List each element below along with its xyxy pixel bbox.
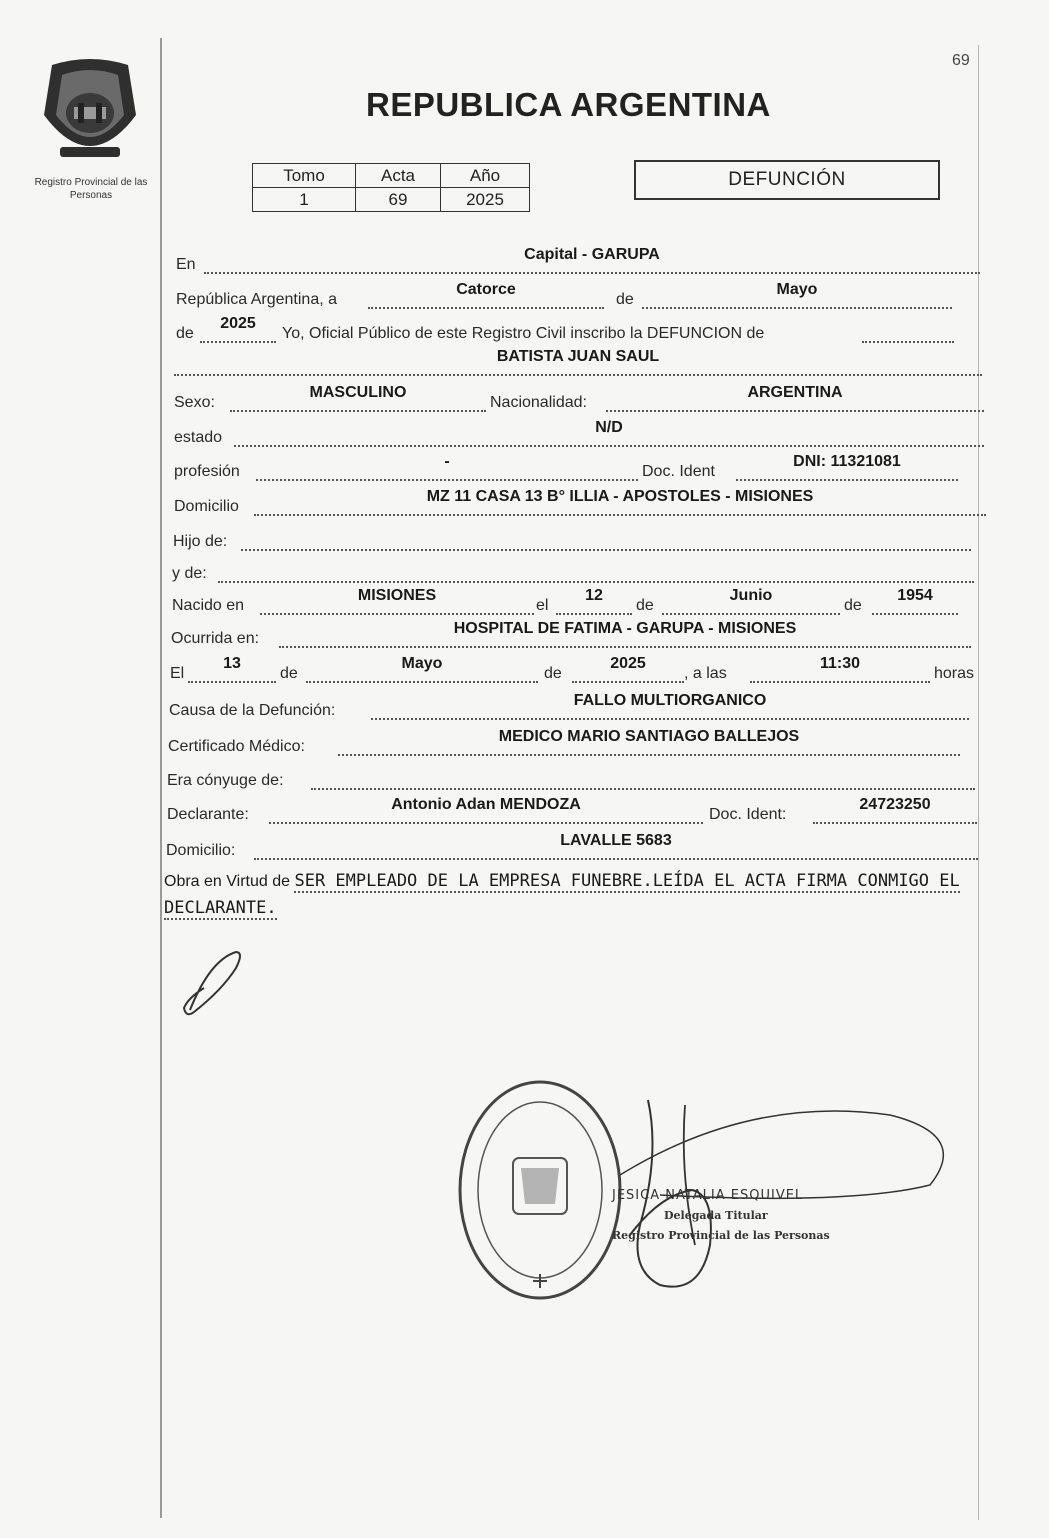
acta-header: Acta: [356, 164, 441, 188]
record-type-box: DEFUNCIÓN: [634, 160, 940, 200]
row-nacido: [172, 589, 960, 615]
nac-anio-value: 1954: [897, 587, 933, 604]
anio-value: 2025: [441, 188, 530, 212]
doc-label: Doc. Ident: [642, 463, 715, 480]
official-block: [612, 1186, 912, 1246]
y-field: [218, 559, 974, 583]
estado-label: estado: [174, 429, 223, 446]
conyuge-label: Era cónyuge de:: [167, 772, 284, 789]
domicilio2-value: LAVALLE 5683: [560, 832, 672, 849]
lugar-value: Capital - GARUPA: [524, 246, 660, 263]
domicilio2-label: Domicilio:: [166, 842, 236, 859]
def-anio-value: 2025: [610, 655, 646, 672]
nac-dia-value: 12: [585, 587, 603, 604]
mes-value: Mayo: [776, 281, 818, 298]
nacido-field: [260, 587, 534, 615]
declarante-label: Declarante:: [167, 806, 249, 823]
estado-value: N/D: [595, 419, 623, 436]
certificado-field: [338, 728, 960, 756]
obra-paragraph: [164, 868, 999, 922]
profesion-value: -: [444, 453, 450, 470]
official-name: JESICA NATALIA ESQUIVEL: [612, 1188, 804, 1203]
nacionalidad-field: [606, 384, 984, 412]
en-label: En: [176, 256, 196, 273]
domicilio-field: [254, 488, 986, 516]
row-estado: [174, 421, 984, 447]
el2-label: El: [170, 665, 185, 682]
de-label-1: de: [616, 291, 634, 308]
doc2-label: Doc. Ident:: [709, 806, 787, 823]
row-causa: [169, 694, 969, 720]
el-label: el: [536, 597, 549, 614]
profesion-field: [256, 453, 638, 481]
row-domicilio2: [166, 834, 978, 860]
row-y: [172, 557, 974, 583]
nac-mes-field: [662, 587, 840, 615]
y-label: y de:: [172, 565, 207, 582]
row-nombre: [174, 350, 982, 376]
document-title: REPUBLICA ARGENTINA: [366, 86, 771, 123]
left-margin-line: [160, 38, 162, 1518]
profesion-label: profesión: [174, 463, 240, 480]
provincial-seal-icon: [38, 55, 142, 170]
causa-value: FALLO MULTIORGANICO: [573, 692, 767, 709]
nacido-label: Nacido en: [172, 597, 245, 614]
causa-label: Causa de la Defunción:: [169, 702, 336, 719]
conyuge-field: [311, 766, 975, 790]
obra-label: Obra en Virtud de: [164, 873, 291, 890]
anio-value: 2025: [220, 315, 256, 332]
acta-value: 69: [356, 188, 441, 212]
ocurrida-value: HOSPITAL DE FATIMA - GARUPA - MISIONES: [453, 620, 797, 637]
mes-field: [642, 281, 952, 309]
row-certificado: [168, 730, 960, 756]
nombre-value: BATISTA JUAN SAUL: [496, 348, 660, 365]
nac-de-label-2: de: [844, 597, 862, 614]
def-anio-field: [572, 655, 684, 683]
row-declarante: [167, 798, 977, 824]
republica-label: República Argentina, a: [176, 291, 337, 308]
def-de-label-1: de: [280, 665, 298, 682]
nac-de-label-1: de: [636, 597, 654, 614]
sexo-label: Sexo:: [174, 394, 215, 411]
def-mes-field: [306, 655, 538, 683]
anio-header: Año: [441, 164, 530, 188]
def-de-label-2: de: [544, 665, 562, 682]
logo-caption: Registro Provincial de las Personas: [34, 177, 148, 201]
row-sexo: [174, 386, 984, 412]
doc2-field: [813, 796, 977, 824]
dia-field: [368, 281, 604, 309]
domicilio-label: Domicilio: [174, 498, 239, 515]
official-role: Delegada Titular: [664, 1209, 768, 1222]
alas-label: , a las: [684, 665, 727, 682]
hora-value: 11:30: [819, 655, 861, 672]
certificado-value: MEDICO MARIO SANTIAGO BALLEJOS: [498, 728, 800, 745]
official-org: Registro Provincial de las Personas: [612, 1229, 830, 1242]
row-defuncion-fecha: [170, 657, 982, 683]
obra-value: SER EMPLEADO DE LA EMPRESA FUNEBRE.LEÍDA EL ACTA FIRMA CONMIGO EL DECLARANTE.: [164, 871, 960, 918]
nac-mes-value: Junio: [729, 587, 773, 604]
row-hijo: [173, 525, 971, 551]
ocurrida-label: Ocurrida en:: [171, 630, 260, 647]
declarante-field: [269, 796, 703, 824]
certificado-label: Certificado Médico:: [168, 738, 305, 755]
blank-field-1: [862, 319, 954, 343]
row-fecha: [176, 283, 956, 309]
nac-dia-field: [556, 587, 632, 615]
domicilio2-field: [254, 832, 978, 860]
def-dia-field: [188, 655, 276, 683]
doc-value: DNI: 11321081: [793, 453, 901, 470]
domicilio-value: MZ 11 CASA 13 B° ILLIA - APOSTOLES - MISIONES: [426, 488, 814, 505]
doc-field: [736, 453, 958, 481]
hijo-field: [241, 527, 971, 551]
row-lugar: [176, 248, 980, 274]
doc2-value: 24723250: [859, 796, 931, 813]
tomo-value: 1: [253, 188, 356, 212]
def-mes-value: Mayo: [401, 655, 443, 672]
ocurrida-field: [279, 620, 971, 648]
row-domicilio: [174, 490, 986, 516]
row-conyuge: [167, 764, 975, 790]
lugar-field: [204, 246, 980, 274]
row-anio: [176, 317, 956, 343]
nacionalidad-label: Nacionalidad:: [490, 394, 587, 411]
nacido-value: MISIONES: [357, 587, 437, 604]
de-label-2: de: [176, 325, 194, 342]
hijo-label: Hijo de:: [173, 533, 228, 550]
causa-field: [371, 692, 969, 720]
record-table: [252, 163, 530, 212]
nacionalidad-value: ARGENTINA: [747, 384, 843, 401]
anio-field: [200, 315, 276, 343]
row-profesion: [174, 455, 958, 481]
horas-label: horas: [934, 665, 975, 682]
hora-field: [750, 655, 930, 683]
page-number: 69: [952, 52, 970, 69]
estado-field: [234, 419, 984, 447]
nac-anio-field: [872, 587, 958, 615]
sexo-field: [230, 384, 486, 412]
tomo-header: Tomo: [253, 164, 356, 188]
declarante-value: Antonio Adan MENDOZA: [391, 796, 581, 813]
dia-value: Catorce: [456, 281, 516, 298]
def-dia-value: 13: [223, 655, 241, 672]
yo-text: Yo, Oficial Público de este Registro Civil inscribo la DEFUNCION de: [282, 325, 765, 342]
nombre-field: [174, 348, 982, 376]
declarant-signature-icon: [170, 940, 260, 1030]
row-ocurrida: [171, 622, 971, 648]
sexo-value: MASCULINO: [309, 384, 407, 401]
